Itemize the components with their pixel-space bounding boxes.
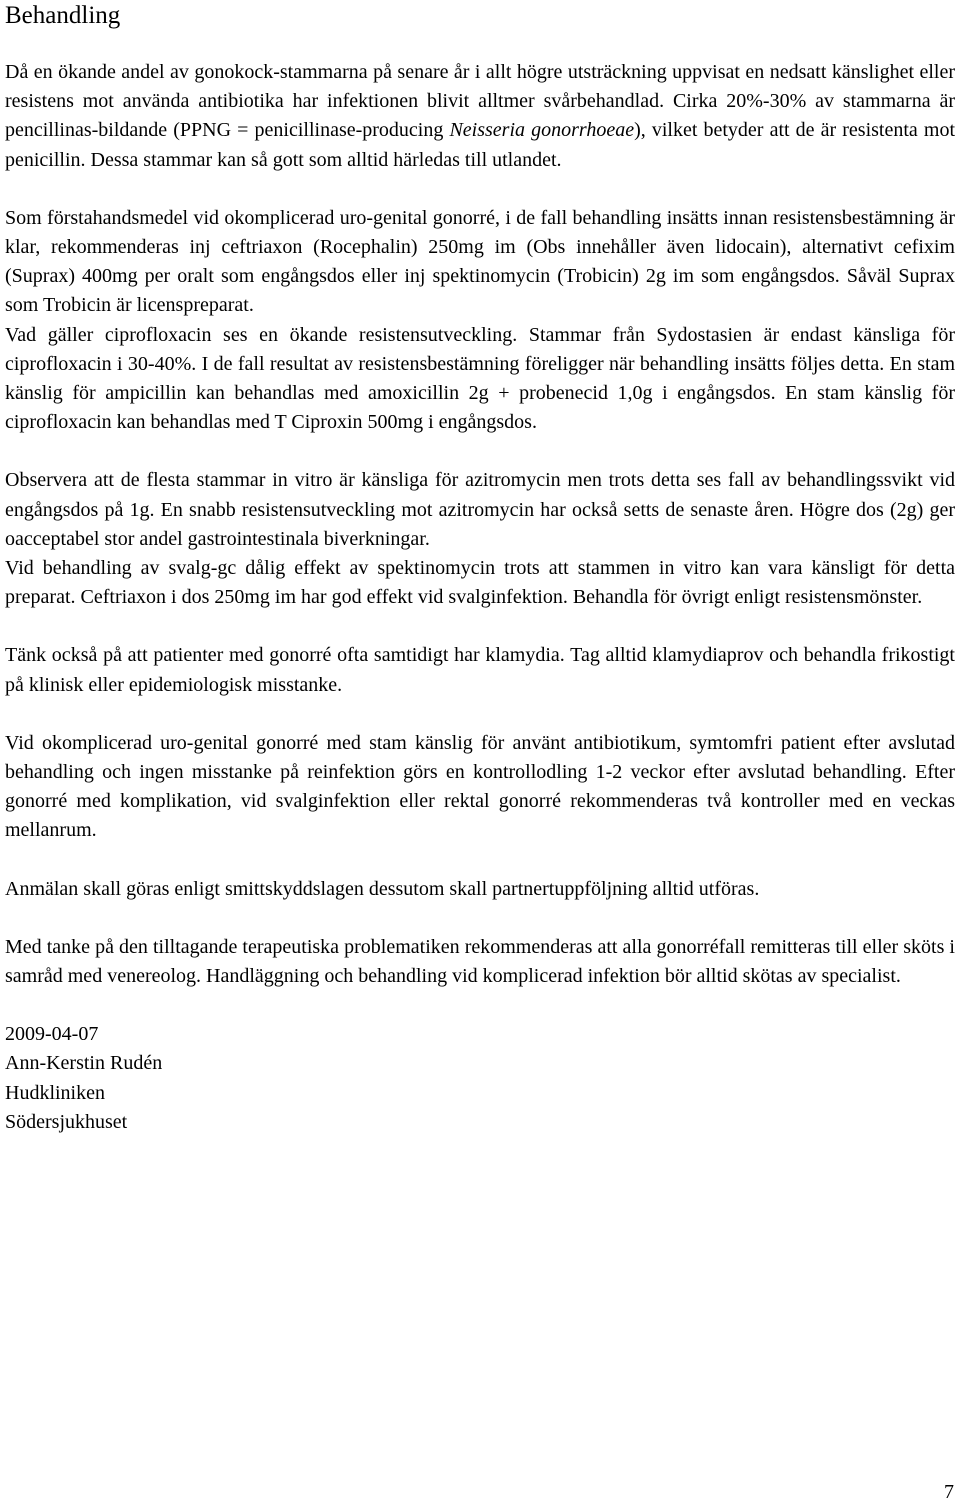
- spacer: [5, 437, 955, 466]
- paragraph-resistance-intro-text-a: Då en ökande andel av gonokock-stammarna på senare år i allt högre utsträckning uppvisat en nedsatt känslighet eller resistens mot använda antibiotika har infektionen blivit alltmer svårbehandlad. Cirka 20%-30% av stammarna är pencillinas-bildande (PPNG = penicillinase-producing: [5, 61, 955, 142]
- signature-name: Ann-Kerstin Rudén: [5, 1052, 163, 1075]
- paragraph-chlamydia: Tänk också på att patienter med gonorré ofta samtidigt har klamydia. Tag alltid klamydiaprov och behandla frikostigt på klinisk eller epidemiologisk misstanke.: [5, 644, 955, 696]
- document-page: [5, 0, 955, 1137]
- species-name: Neisseria gonorrhoeae: [449, 119, 635, 142]
- paragraph-ciprofloxacin: Vad gäller ciprofloxacin ses en ökande resistensutveckling. Stammar från Sydostasien är endast känsliga för ciprofloxacin i 30-40%. I de fall resultat av resistensbestämning föreligger när behandling insätts följes detta. En stam känslig för ampicillin kan behandlas med amoxicillin 2g + probenecid 1,0g i engångsdos. En stam känslig för ciprofloxacin kan behandlas med T Ciproxin 500mg i engångsdos.: [5, 323, 955, 434]
- paragraph-resistance-intro: [5, 58, 955, 175]
- paragraph-first-line-treatment: Som förstahandsmedel vid okomplicerad uro-genital gonorré, i de fall behandling insätts innan resistensbestämning är klar, rekommenderas inj ceftriaxon (Rocephalin) 250mg im (Obs innehåller även lidocain), alternativt cefixim (Suprax) 400mg per oralt som engångsdos eller inj spektinomycin (Trobicin) 2g im som engångsdos. Såväl Suprax som Trobicin är licenspreparat.: [5, 206, 955, 317]
- paragraph-follow-up: Vid okomplicerad uro-genital gonorré med stam känslig för använt antibiotikum, symtomfri patient efter avslutad behandling och ingen misstanke på reinfektion görs en kontrollodling 1-2 veckor efter avslutad behandling. Efter gonorré med komplikation, vid svalginfektion eller rektal gonorré rekommenderas två kontroller med en veckas mellanrum.: [5, 731, 955, 842]
- paragraph-referral: Med tanke på den tilltagande terapeutiska problematiken rekommenderas att alla gonorréfall remitteras till eller sköts i samråd med venereolog. Handläggning och behandling vid komplicerad infektion bör alltid skötas av specialist.: [5, 935, 955, 988]
- spacer: [5, 700, 955, 729]
- paragraph-throat-infection: Vid behandling av svalg-gc dålig effekt av spektinomycin trots att stammen in vitro kan vara känsligt för detta preparat. Ceftriaxon i dos 250mg im har god effekt vid svalginfektion. Behandla för övrigt enligt resistensmönster.: [5, 557, 955, 609]
- paragraph-azitromycin: Observera att de flesta stammar in vitro är känsliga för azitromycin men trots detta ses fall av behandlingssvikt vid engångsdos på 1g. En snabb resistensutveckling mot azitromycin har också setts de senaste åren. Högre dos (2g) ger oacceptabel stor andel gastrointestinala biverkningar.: [5, 469, 955, 550]
- paragraph-resistance-intro-text-b: ), vilket betyder att de är resistenta mot penicillin. Dessa stammar kan så gott som alltid härledas till utlandet.: [5, 119, 955, 171]
- spacer: [5, 31, 955, 58]
- signature-department: Hudkliniken: [5, 1081, 105, 1104]
- spacer: [5, 846, 955, 875]
- spacer: [5, 991, 955, 1020]
- signature-date: 2009-04-07: [5, 1023, 99, 1046]
- signature-hospital: Södersjukhuset: [5, 1110, 128, 1133]
- spacer: [5, 612, 955, 641]
- section-heading: Behandling: [5, 2, 121, 29]
- paragraph-notification: Anmälan skall göras enligt smittskyddslagen dessutom skall partnertuppföljning alltid utföras.: [5, 877, 760, 900]
- page-number: 7: [944, 1481, 954, 1503]
- spacer: [5, 904, 955, 933]
- spacer: [5, 175, 955, 204]
